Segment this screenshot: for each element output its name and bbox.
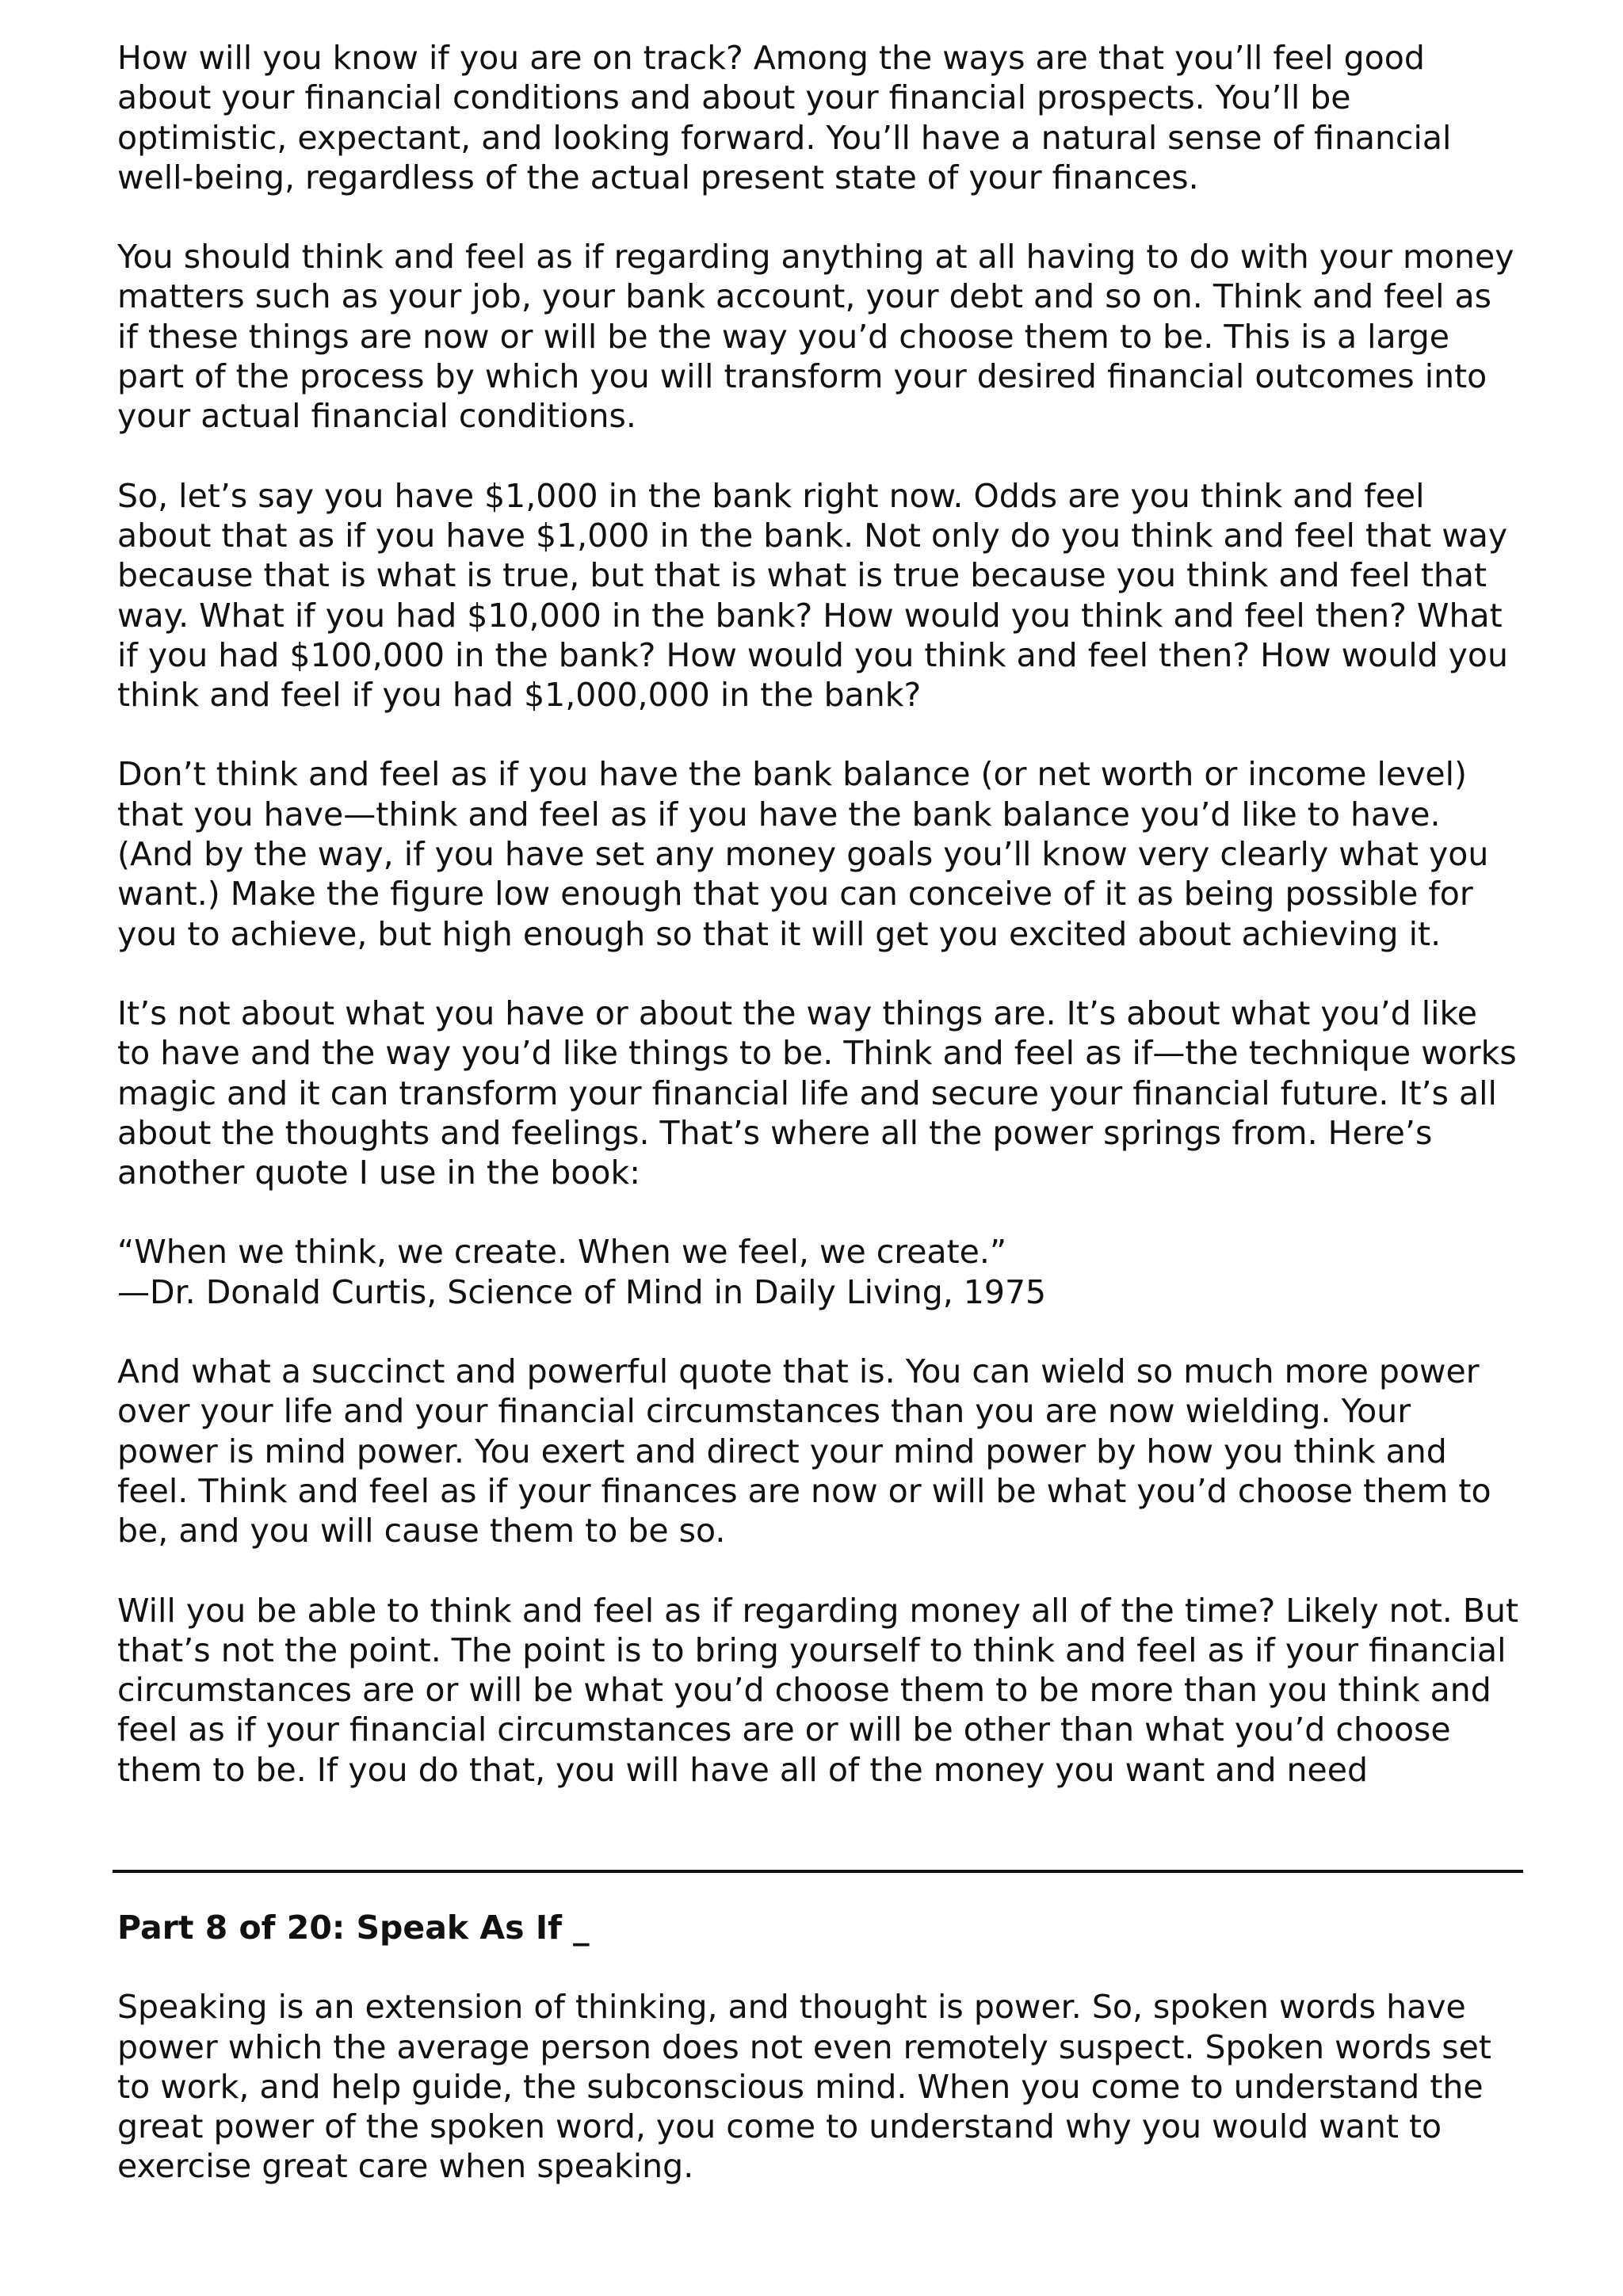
paragraph-on-track: How will you know if you are on track? Among the ways are that you’ll feel good about your financial conditions and about your financial prospects. You’ll be optimistic, expectant, and looking forward. You’ll have a natural sense of financial well-being, regardless of the actual present state of your finances. <box>117 39 1452 196</box>
quote-text: “When we think, we create. When we feel, we create.” <box>117 1233 1007 1272</box>
part-section <box>117 1908 1520 2226</box>
paragraph-all-of-the-time: Will you be able to think and feel as if regarding money all of the time? Likely not. But that’s not the point. The point is to bring yourself to think and feel as if your financial circumstances are or will be what you’d choose them to be more than you think and feel as if your financial circumstances are or will be other than what you’d choose them to be. If you do that, you will have all of the money you want and need <box>117 1591 1519 1789</box>
paragraph-succinct-quote: And what a succinct and powerful quote that is. You can wield so much more power over your life and your financial circumstances than you are now wielding. Your power is mind power. You exert and direct your mind power by how you think and feel. Think and feel as if your finances are now or will be what you’d choose them to be, and you will cause them to be so. <box>117 1352 1491 1550</box>
paragraph-bank-balance-example: So, let’s say you have $1,000 in the bank right now. Odds are you think and feel about that as if you have $1,000 in the bank. Not only do you think and feel that way because that is what is true, but that is what is true because you think and feel that way. What if you had $10,000 in the bank? How would you think and feel then? What if you had $100,000 in the bank? How would you think and feel then? How would you think and feel if you had $1,000,000 in the bank? <box>117 476 1508 715</box>
part-heading: Part 8 of 20: Speak As If _ <box>117 1909 590 1947</box>
paragraph-think-feel-as-if: You should think and feel as if regarding anything at all having to do with your money matters such as your job, your bank account, your debt and so on. Think and feel as if these things are now or will be the way you’d choose them to be. This is a large part of the process by which you will transform your desired financial outcomes into your actual financial conditions. <box>117 238 1514 436</box>
part-paragraph: Speaking is an extension of thinking, and thought is power. So, spoken words have power which the average person does not even remotely suspect. Spoken words set to work, and help guide, the subconscious mind. When you come to understand the great power of the spoken word, you come to understand why you would want to exercise great care when speaking. <box>117 1988 1491 2186</box>
document-body <box>117 38 1520 1829</box>
section-divider <box>113 1870 1523 1873</box>
paragraph-not-about-what-you-have: It’s not about what you have or about the way things are. It’s about what you’d like to have and the way you’d like things to be. Think and feel as if—the technique works magic and it can transform your financial life and secure your financial future. It’s all about the thoughts and feelings. That’s where all the power springs from. Here’s another quote I use in the book: <box>117 994 1517 1192</box>
paragraph-desired-balance: Don’t think and feel as if you have the bank balance (or net worth or income level) that you have—think and feel as if you have the bank balance you’d like to have. (And by the way, if you have set any money goals you’ll know very clearly what you want.) Make the figure low enough that you can conceive of it as being possible for you to achieve, but high enough so that it will get you excited about achieving it. <box>117 755 1489 953</box>
quote-attribution: —Dr. Donald Curtis, Science of Mind in Daily Living, 1975 <box>117 1272 1047 1311</box>
quote-block <box>117 1232 1520 1312</box>
